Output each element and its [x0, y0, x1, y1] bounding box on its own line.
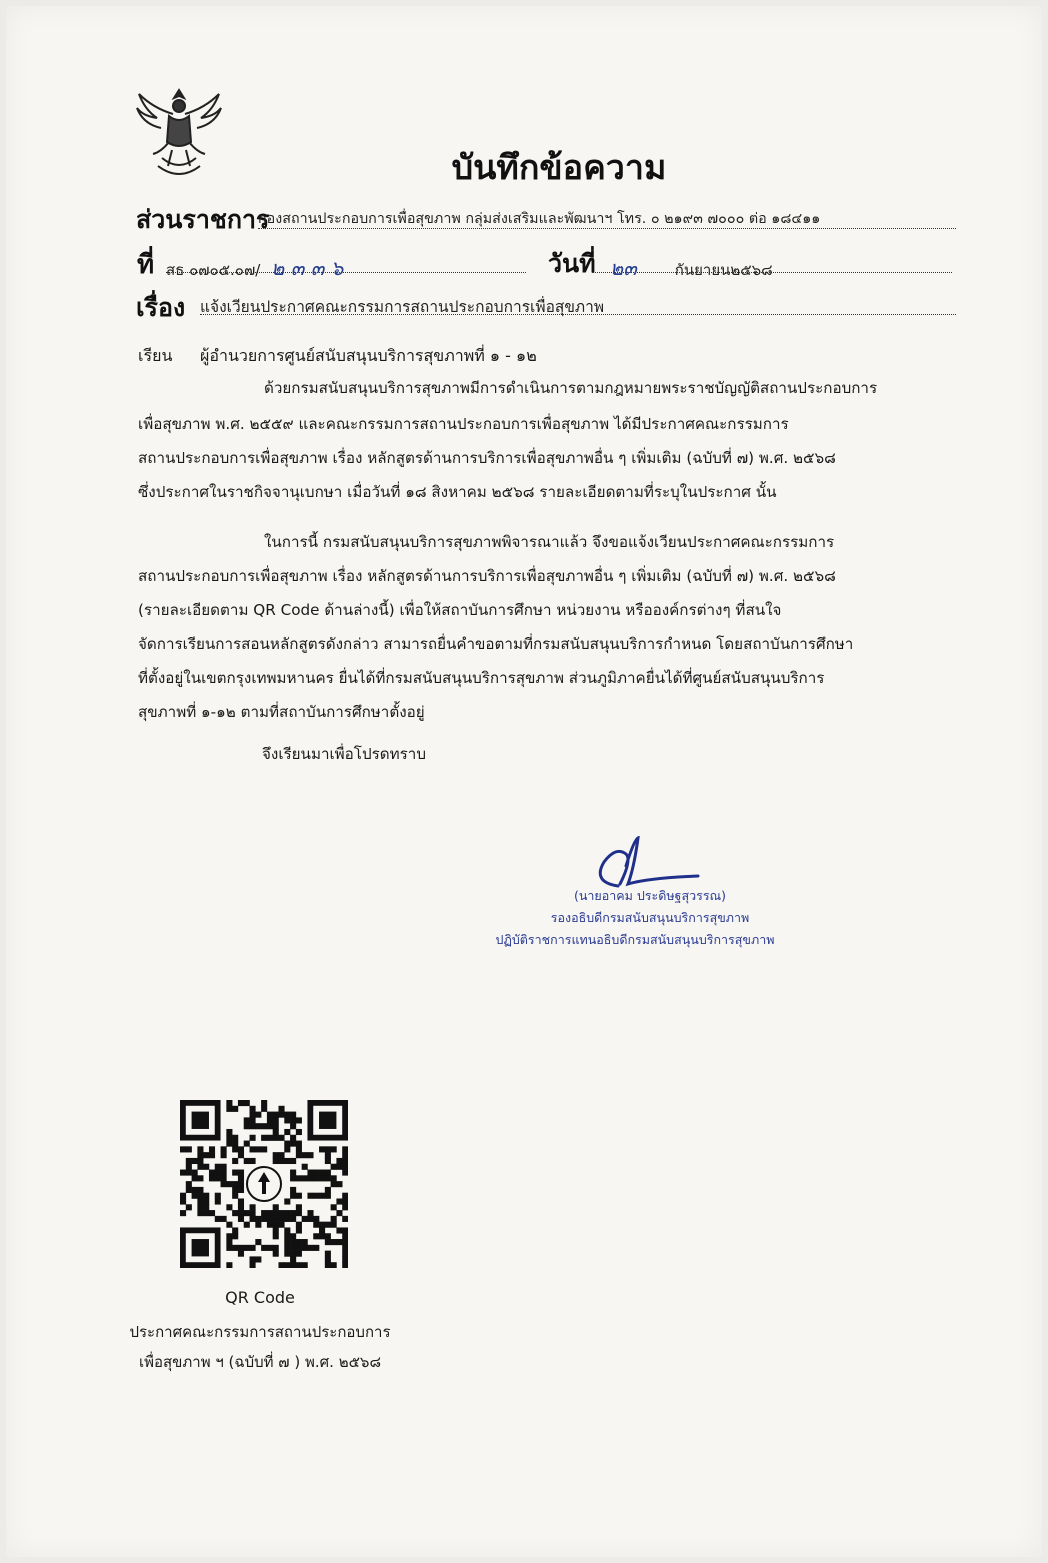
subject-value: แจ้งเวียนประกาศคณะกรรมการสถานประกอบการเพื่อสุขภาพ [200, 294, 956, 315]
qr-code-icon [180, 1100, 348, 1268]
paragraph1-line: เพื่อสุขภาพ พ.ศ. ๒๕๕๙ และคณะกรรมการสถานประกอบการเพื่อสุขภาพ ได้มีประกาศคณะกรรมการ [138, 415, 789, 433]
closing-line: จึงเรียนมาเพื่อโปรดทราบ [262, 745, 426, 763]
agency-value: กองสถานประกอบการเพื่อสุขภาพ กลุ่มส่งเสริมและพัฒนาฯ โทร. ๐ ๒๑๙๓ ๗๐๐๐ ต่อ ๑๘๔๑๑ [258, 208, 956, 229]
qr-label: QR Code [225, 1288, 295, 1307]
salutation-label: เรียน [138, 346, 173, 365]
date-field [592, 252, 952, 280]
paragraph1-line: ซึ่งประกาศในราชกิจจานุเบกษา เมื่อวันที่ ๑๘ สิงหาคม ๒๕๖๘ รายละเอียดตามที่ระบุในประกาศ นั้น [138, 483, 777, 501]
salutation-value: ผู้อำนวยการศูนย์สนับสนุนบริการสุขภาพที่ ๑ - ๑๒ [200, 346, 537, 365]
subject-label: เรื่อง [136, 293, 186, 322]
paragraph2-line: ในการนี้ กรมสนับสนุนบริการสุขภาพพิจารณาแล้ว จึงขอแจ้งเวียนประกาศคณะกรรมการ [264, 533, 835, 551]
qr-caption-line1: ประกาศคณะกรรมการสถานประกอบการ [129, 1323, 391, 1341]
paragraph2-line: สถานประกอบการเพื่อสุขภาพ เรื่อง หลักสูตรด้านการบริการเพื่อสุขภาพอื่น ๆ เพิ่มเติม (ฉบับที่ ๗) พ.ศ. ๒๕๖๘ [138, 567, 836, 585]
agency-label: ส่วนราชการ [136, 205, 270, 234]
signatory-name: (นายอาคม ประดิษฐสุวรรณ) [573, 888, 727, 903]
signatory-position: รองอธิบดีกรมสนับสนุนบริการสุขภาพ [550, 910, 750, 925]
paragraph2-line: จัดการเรียนการสอนหลักสูตรดังกล่าว สามารถยื่นคำขอตามที่กรมสนับสนุนบริการกำหนด โดยสถาบันการศึกษา [138, 635, 854, 653]
paragraph2-line: ที่ตั้งอยู่ในเขตกรุงเทพมหานคร ยื่นได้ที่กรมสนับสนุนบริการสุขภาพ ส่วนภูมิภาคยื่นได้ที่ศูนย์สนับสนุนบริการ [138, 669, 825, 687]
qr-caption-line2: เพื่อสุขภาพ ฯ (ฉบับที่ ๗ ) พ.ศ. ๒๕๖๘ [138, 1353, 382, 1371]
date-handwritten: ๒๓ [610, 256, 637, 280]
signatory-acting: ปฏิบัติราชการแทนอธิบดีกรมสนับสนุนบริการสุขภาพ [495, 932, 775, 947]
paragraph2-line: (รายละเอียดตาม QR Code ด้านล่างนี้) เพื่อให้สถาบันการศึกษา หน่วยงาน หรือองค์กรต่างๆ ที่สนใจ [138, 601, 782, 619]
ref-handwritten: ๒ ๓ ๓ ๖ [271, 256, 344, 280]
paragraph1-line: ด้วยกรมสนับสนุนบริการสุขภาพมีการดำเนินการตามกฎหมายพระราชบัญญัติสถานประกอบการ [264, 379, 878, 397]
ref-label: ที่ [137, 250, 155, 280]
date-value: กันยายน๒๕๖๘ [674, 261, 773, 279]
date-label: วันที่ [548, 249, 596, 278]
paragraph2-line: สุขภาพที่ ๑-๑๒ ตามที่สถาบันการศึกษาตั้งอยู่ [138, 703, 425, 721]
ref-field [166, 252, 526, 280]
memo-title: บันทึกข้อความ [451, 148, 667, 188]
paragraph1-line: สถานประกอบการเพื่อสุขภาพ เรื่อง หลักสูตรด้านการบริการเพื่อสุขภาพอื่น ๆ เพิ่มเติม (ฉบับที่ ๗) พ.ศ. ๒๕๖๘ [138, 449, 836, 467]
ref-value: สธ ๐๗๐๕.๐๗/ [166, 261, 261, 279]
